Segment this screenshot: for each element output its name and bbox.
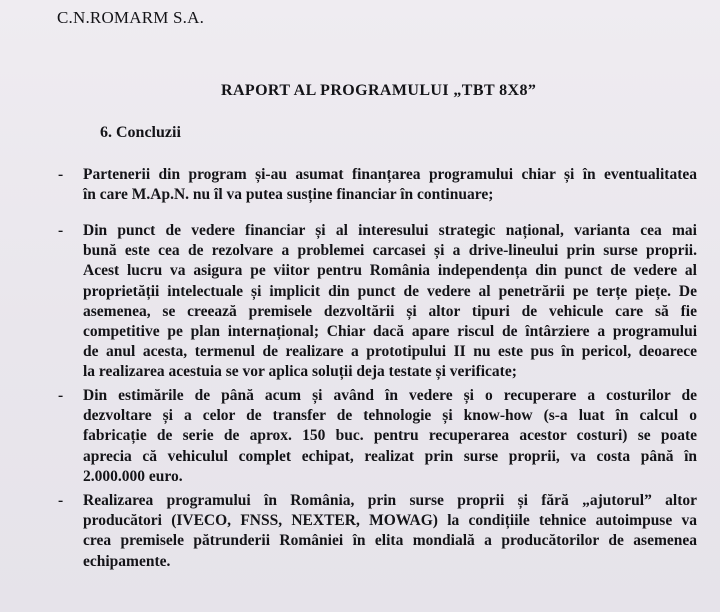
text-line: Acest lucru va asigura pe viitor pentru România independența din punct de vedere al xyxy=(83,262,697,280)
text-line: Din punct de vedere financiar și al interesului strategic național, varianta cea mai xyxy=(83,222,697,239)
text-line: competitive pe plan internațional; Chiar dacă apare riscul de întârziere a programului xyxy=(83,323,697,341)
conclusion-text xyxy=(83,491,697,572)
text-line: dezvoltare și a celor de transfer de tehnologie și know-how (s-a luat în calcul o xyxy=(83,407,697,425)
text-line: fabricație de serie de aprox. 150 buc. pentru recuperarea acestor costuri) se poate xyxy=(83,427,697,445)
company-name: C.N.ROMARM S.A. xyxy=(57,8,205,27)
text-line: asemenea, se creează premisele dezvoltării și altor tipuri de vehicule care să fie xyxy=(83,302,697,320)
bullet-dash: - xyxy=(58,166,64,183)
text-line: Partenerii din program și-au asumat finanțarea programului chiar și în eventualitatea xyxy=(83,166,697,183)
conclusion-text xyxy=(83,386,697,487)
text-line: proprietății intelectuale și implicit din punct de vedere al penetrării pe terțe piețe. De xyxy=(83,282,697,300)
conclusion-text xyxy=(83,165,697,205)
text-line: echipamente. xyxy=(83,552,171,570)
text-line: de anul acesta, termenul de realizare a prototipului II nu este pus în pericol, deoarece xyxy=(83,343,697,361)
text-line: 2.000.000 euro. xyxy=(83,467,183,485)
text-line: bună este cea de rezolvare a problemei carcasei și a drive-lineului prin surse proprii. xyxy=(83,242,697,260)
conclusion-text xyxy=(83,221,697,383)
text-line: în care M.Ap.N. nu îl va putea susține financiar în continuare; xyxy=(83,186,494,204)
text-line: Din estimările de până acum și având în vedere și o recuperare a costurilor de xyxy=(83,387,697,404)
bullet-dash: - xyxy=(58,222,64,239)
text-line: crea premisele pătrunderii României în elita mondială a producătorilor de asemenea xyxy=(83,532,697,550)
report-title: RAPORT AL PROGRAMULUI „TBT 8X8” xyxy=(221,82,537,99)
text-line: producători (IVECO, FNSS, NEXTER, MOWAG) la condițiile tehnice autoimpuse va xyxy=(83,512,697,530)
bullet-dash: - xyxy=(58,387,64,404)
text-line: Realizarea programului în România, prin surse proprii și fără „ajutorul” altor xyxy=(83,492,697,509)
text-line: la realizarea acestuia se vor aplica soluții deja testate și verificate; xyxy=(83,363,517,381)
text-line: aprecia că vehiculul complet echipat, realizat prin surse proprii, va costa până în xyxy=(83,447,697,465)
section-title: 6. Concluzii xyxy=(100,124,181,141)
bullet-dash: - xyxy=(58,492,64,509)
